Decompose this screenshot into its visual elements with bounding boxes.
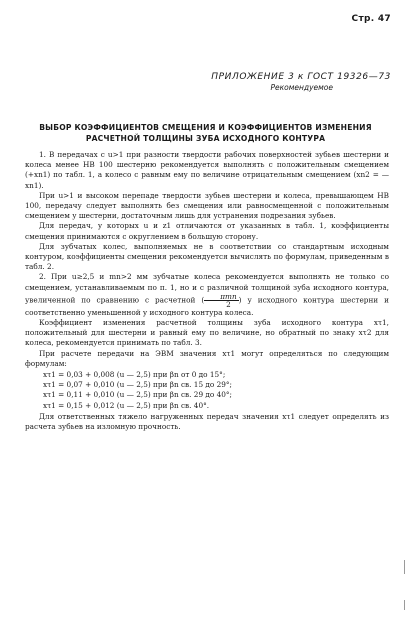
formula-list <box>43 370 389 411</box>
paragraph-6: Коэффициент изменения расчетной толщины зуба исходного контура xτ1, положительный для шестерни и равный ему по величине, но обратный по знаку xτ2 для колеса, рекомендуется принимать по табл. 3. <box>25 318 389 348</box>
paragraph-5-part-2: ) у исходного контура шестерни и соответственно уменьшенной у исходного контура колеса. <box>25 295 389 317</box>
formula-3: xτ1 = 0,11 + 0,010 (u — 2,5) при βn св. 29 до 40°; <box>43 390 232 400</box>
appendix-title: ПРИЛОЖЕНИЕ 3 к ГОСТ 19326—73 <box>211 72 391 82</box>
formula-1: xτ1 = 0,03 + 0,008 (u — 2,5) при βn от 0 до 15°; <box>43 370 226 380</box>
paragraph-1: 1. В передачах с u>1 при разности твердости рабочих поверхностей зубьев шестерни и колеса менее HB 100 шестерню рекомендуется выполнять с положительным смещением (+xn1) по табл. 1, а колесо с равным ему по величине отрицательным смещением (xn2 = —xn1). <box>25 150 389 190</box>
page-number: Стр. 47 <box>351 14 391 24</box>
formula-4: xτ1 = 0,15 + 0,012 (u — 2,5) при βn св. 40°. <box>43 400 210 410</box>
fraction-numerator: πmn <box>204 293 238 301</box>
heading-line-1: ВЫБОР КОЭФФИЦИЕНТОВ СМЕЩЕНИЯ И КОЭФФИЦИЕНТОВ ИЗМЕНЕНИЯ <box>39 123 372 132</box>
paragraph-8: Для ответственных тяжело нагруженных передач значения xτ1 следует определять из расчета зубьев на изломную прочность. <box>25 411 389 432</box>
appendix-status: Рекомендуемое <box>270 83 333 92</box>
section-heading <box>20 122 391 144</box>
scan-edge-mark <box>404 560 405 574</box>
paragraph-4: Для зубчатых колес, выполняемых не в соответствии со стандартным исходным контуром, коэффициенты смещения рекомендуется вычислять по формулам, приведенным в табл. 2. <box>25 241 389 272</box>
formula-2: xτ1 = 0,07 + 0,010 (u — 2,5) при βn св. 15 до 29°; <box>43 380 232 390</box>
paragraph-7: При расчете передачи на ЭВМ значения xτ1 могут определяться по следующим формулам: <box>25 348 389 368</box>
paragraph-2: При u>1 и высоком перепаде твердости зубьев шестерни и колеса, превышающем HB 100, передачу следует выполнять без смещения или равносмещенной с положительным смещением у шестерни, достаточным лишь для устранения подрезания зубьев. <box>25 190 389 221</box>
body-text <box>25 150 389 432</box>
scan-edge-mark <box>404 600 405 610</box>
paragraph-5-part-1: 2. При u≥2,5 и mn>2 мм зубчатые колеса рекомендуется выполнять не только со смещением, устанавливаемым по п. 1, но и с различной толщиной зуба исходного контура, увеличенной по сравнению с расчетной ( <box>25 272 389 305</box>
appendix-block <box>211 72 391 92</box>
heading-line-2: РАСЧЕТНОЙ ТОЛЩИНЫ ЗУБА ИСХОДНОГО КОНТУРА <box>85 134 326 143</box>
fraction-denominator: 2 <box>226 299 231 309</box>
fraction <box>204 293 238 308</box>
paragraph-5 <box>25 272 389 318</box>
paragraph-3: Для передач, у которых u и z1 отличаются от указанных в табл. 1, коэффициенты смещения принимаются с округлением в большую сторону. <box>25 221 389 241</box>
